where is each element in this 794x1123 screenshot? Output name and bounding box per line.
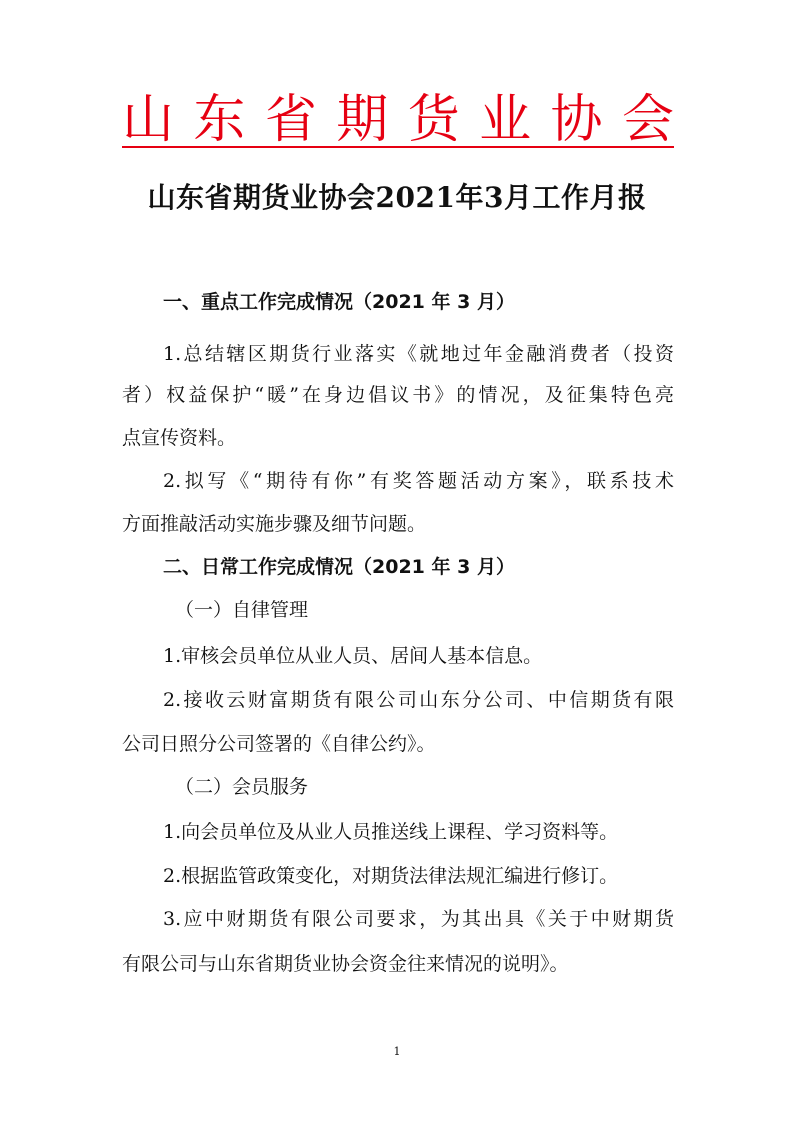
header-char: 协: [550, 90, 603, 150]
paragraph-line: 1.向会员单位及从业人员推送线上课程、学习资料等。: [163, 821, 619, 843]
paragraph-line: 3.应中财期货有限公司要求，为其出具《关于中财期货: [163, 908, 674, 930]
paragraph-line: 2.拟写《“期待有你”有奖答题活动方案》，联系技术: [163, 470, 674, 492]
header-divider: [122, 146, 674, 148]
paragraph-line: 1.总结辖区期货行业落实《就地过年金融消费者（投资: [163, 343, 674, 365]
paragraph-line: 者）权益保护“暖”在身边倡议书》的情况，及征集特色亮: [122, 384, 674, 406]
paragraph-line: 2.接收云财富期货有限公司山东分公司、中信期货有限: [163, 689, 674, 711]
section-heading-1: 一、重点工作完成情况（2021 年 3 月）: [163, 291, 515, 313]
organization-header: [122, 90, 674, 150]
header-char: 东: [193, 90, 246, 150]
header-char: 山: [122, 90, 175, 150]
section-heading-2: 二、日常工作完成情况（2021 年 3 月）: [163, 556, 515, 578]
subsection-title: （一）自律管理: [175, 599, 309, 621]
header-char: 业: [479, 90, 532, 150]
header-char: 省: [264, 90, 317, 150]
paragraph-line: 2.根据监管政策变化，对期货法律法规汇编进行修订。: [163, 865, 619, 887]
paragraph-line: 1.审核会员单位从业人员、居间人基本信息。: [163, 645, 543, 667]
paragraph-line: 有限公司与山东省期货业协会资金往来情况的说明》。: [122, 953, 569, 975]
paragraph-line: 方面推敲活动实施步骤及细节问题。: [122, 513, 427, 535]
paragraph-line: 公司日照分公司签署的《自律公约》。: [122, 733, 436, 755]
header-char: 货: [407, 90, 460, 150]
paragraph-line: 点宣传资料。: [122, 427, 237, 449]
subsection-title: （二）会员服务: [175, 776, 309, 798]
page-number: 1: [393, 1045, 401, 1058]
header-char: 期: [336, 90, 389, 150]
document-title: 山东省期货业协会2021年3月工作月报: [147, 181, 647, 214]
header-char: 会: [621, 90, 674, 150]
